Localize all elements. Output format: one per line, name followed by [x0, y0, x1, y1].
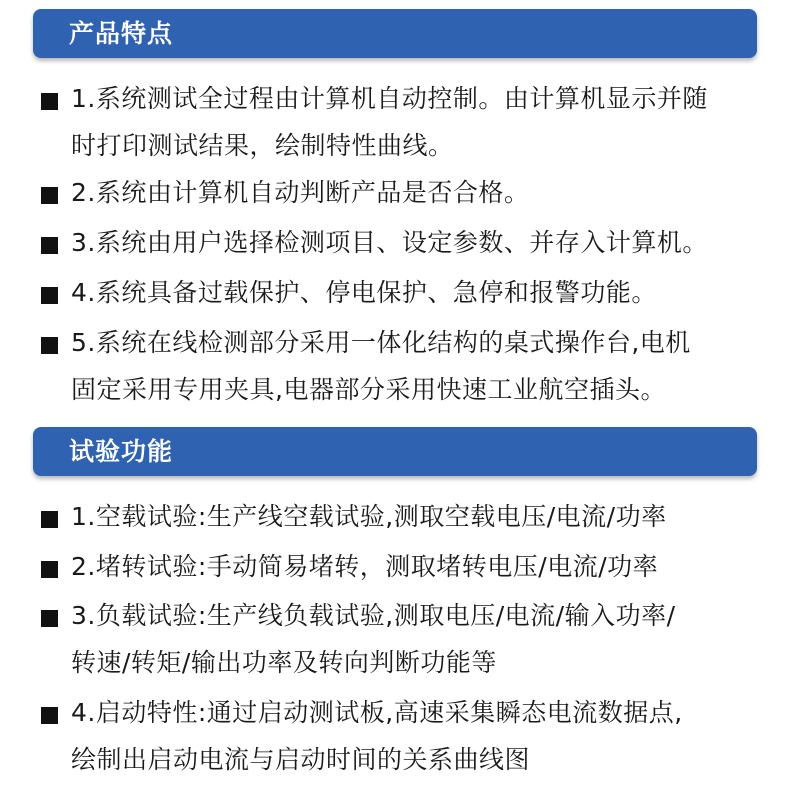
square-bullet-icon — [41, 707, 58, 724]
section-title-tests: 试验功能 — [69, 437, 174, 466]
square-bullet-icon — [41, 187, 58, 204]
test-item-2-line-1: 2.堵转试验:手动简易堵转，测取堵转电压/电流/功率 — [71, 552, 659, 581]
square-bullet-icon — [41, 287, 58, 304]
square-bullet-icon — [41, 337, 58, 354]
square-bullet-icon — [41, 237, 58, 254]
feature-item-1-line-2: 时打印测试结果，绘制特性曲线。 — [71, 131, 454, 160]
section-header-tests — [33, 427, 757, 476]
square-bullet-icon — [41, 561, 58, 578]
feature-item-5-line-1: 5.系统在线检测部分采用一体化结构的桌式操作台,电机 — [71, 328, 691, 357]
feature-item-2-line-1: 2.系统由计算机自动判断产品是否合格。 — [71, 178, 530, 207]
section-header-features — [33, 9, 757, 58]
feature-item-5-line-2: 固定采用专用夹具,电器部分采用快速工业航空插头。 — [71, 375, 666, 404]
feature-item-1-line-1: 1.系统测试全过程由计算机自动控制。由计算机显示并随 — [71, 84, 708, 113]
square-bullet-icon — [41, 610, 58, 627]
test-item-4-line-1: 4.启动特性:通过启动测试板,高速采集瞬态电流数据点, — [71, 698, 683, 727]
test-item-1-line-1: 1.空载试验:生产线空载试验,测取空载电压/电流/功率 — [71, 502, 667, 531]
feature-item-3-line-1: 3.系统由用户选择检测项目、设定参数、并存入计算机。 — [71, 228, 708, 257]
test-item-3-line-1: 3.负载试验:生产线负载试验,测取电压/电流/输入功率/ — [71, 601, 676, 630]
section-title-features: 产品特点 — [69, 19, 174, 48]
test-item-4-line-2: 绘制出启动电流与启动时间的关系曲线图 — [71, 745, 531, 774]
square-bullet-icon — [41, 511, 58, 528]
feature-item-4-line-1: 4.系统具备过载保护、停电保护、急停和报警功能。 — [71, 278, 657, 307]
square-bullet-icon — [41, 93, 58, 110]
test-item-3-line-2: 转速/转矩/输出功率及转向判断功能等 — [71, 648, 497, 677]
